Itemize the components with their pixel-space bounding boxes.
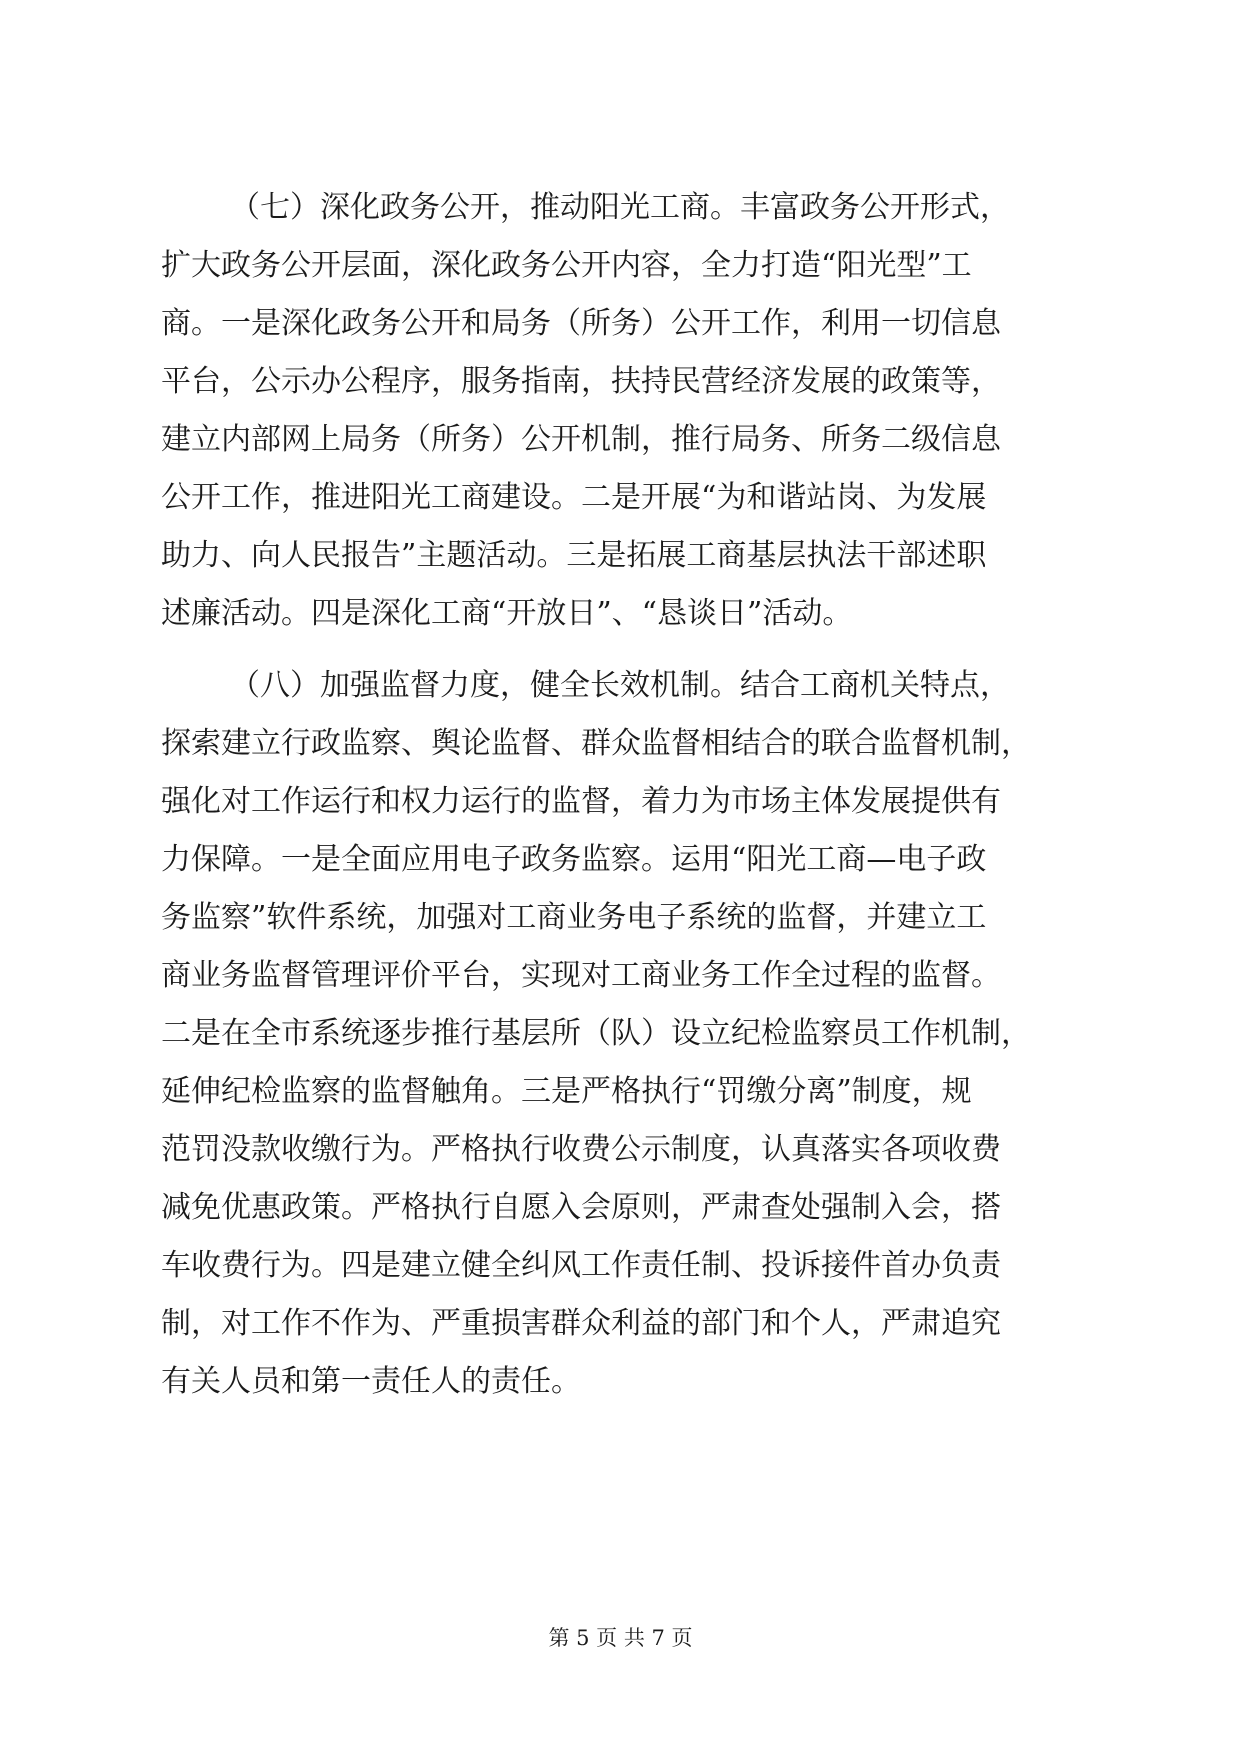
text-line: 公开工作，推进阳光工商建设。二是开展“为和谐站岗、为发展 — [161, 480, 987, 515]
text-line: 减免优惠政策。严格执行自愿入会原则，严肃查处强制入会，搭 — [161, 1190, 1001, 1225]
text-line: 述廉活动。四是深化工商“开放日”、“恳谈日”活动。 — [161, 596, 853, 631]
text-line: 平台，公示办公程序，服务指南，扶持民营经济发展的政策等， — [161, 364, 1001, 399]
text-line: 延伸纪检监察的监督触角。三是严格执行“罚缴分离”制度，规 — [161, 1074, 972, 1109]
page-number-footer: 第 5 页 共 7 页 — [548, 1626, 693, 1650]
text-line: 扩大政务公开层面，深化政务公开内容，全力打造“阳光型”工 — [161, 248, 972, 283]
text-line: 务监察”软件系统，加强对工商业务电子系统的监督，并建立工 — [161, 900, 987, 935]
text-line: （八）加强监督力度，健全长效机制。结合工商机关特点， — [230, 668, 1010, 703]
text-line: 建立内部网上局务（所务）公开机制，推行局务、所务二级信息 — [161, 422, 1001, 457]
text-line: 制，对工作不作为、严重损害群众利益的部门和个人，严肃追究 — [161, 1306, 1001, 1341]
text-line: 强化对工作运行和权力运行的监督，着力为市场主体发展提供有 — [161, 784, 1001, 819]
text-line: 商业务监督管理评价平台，实现对工商业务工作全过程的监督。 — [161, 958, 1001, 993]
text-line: 力保障。一是全面应用电子政务监察。运用“阳光工商—电子政 — [161, 842, 987, 877]
text-line: 车收费行为。四是建立健全纠风工作责任制、投诉接件首办负责 — [161, 1248, 1001, 1283]
text-line: 二是在全市系统逐步推行基层所（队）设立纪检监察员工作机制， — [161, 1016, 1031, 1051]
text-line: 探索建立行政监察、舆论监督、群众监督相结合的联合监督机制， — [161, 726, 1031, 761]
text-line: 范罚没款收缴行为。严格执行收费公示制度，认真落实各项收费 — [161, 1132, 1001, 1167]
text-line: （七）深化政务公开，推动阳光工商。丰富政务公开形式， — [230, 190, 1010, 225]
text-line: 助力、向人民报告”主题活动。三是拓展工商基层执法干部述职 — [161, 538, 987, 573]
text-line: 有关人员和第一责任人的责任。 — [161, 1364, 581, 1399]
text-line: 商。一是深化政务公开和局务（所务）公开工作，利用一切信息 — [161, 306, 1001, 341]
